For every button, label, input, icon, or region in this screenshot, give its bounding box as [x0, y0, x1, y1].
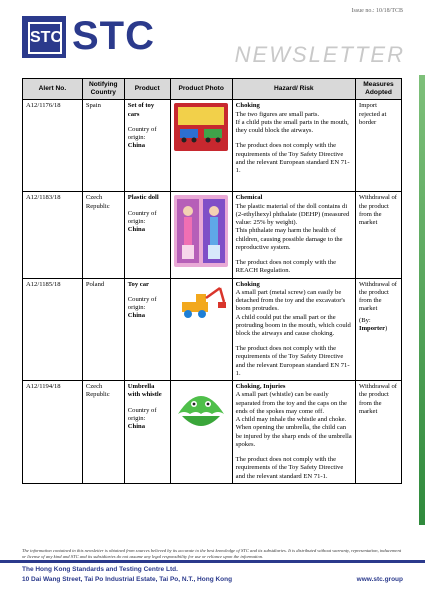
col-product-photo: Product Photo — [170, 79, 232, 100]
table-row — [23, 381, 402, 484]
origin-value: China — [127, 423, 145, 431]
photo-cell — [170, 381, 232, 484]
table-row — [23, 278, 402, 381]
toy-cars-photo — [174, 103, 228, 151]
hazard-line: If a child puts the small parts in the mouth, they could block the airways. — [235, 118, 349, 135]
toy-car-photo — [174, 282, 228, 322]
hazard-cell — [232, 100, 355, 192]
hazard-line: A child could put the small part or the protruding boom in the mouth, which could block the airways and cause choking. — [235, 313, 351, 337]
company-address: 10 Dai Wang Street, Tai Po Industrial Estate, Tai Po, N.T., Hong Kong — [22, 576, 233, 583]
hazard-line: The product does not comply with the requirements of the Toy Safety Directive and the relevant European standard EN 71-1. — [235, 142, 350, 175]
hazard-line: The two figures are small parts. — [235, 110, 320, 118]
measures-text: Import rejected at border — [359, 102, 387, 126]
product-cell — [124, 278, 170, 381]
newsletter-header — [0, 0, 425, 78]
footer-divider — [0, 560, 425, 563]
hazard-line: A small part (whistle) can be easily separated from the toy and the caps on the ends of the spokes may come off. — [235, 391, 347, 415]
alerts-table — [22, 78, 402, 484]
hazard-cell — [232, 381, 355, 484]
origin-value: China — [127, 312, 145, 320]
issue-number: Issue no.: 10/18/TCB — [351, 8, 403, 14]
col-alert-no: Alert No. — [23, 79, 83, 100]
hazard-line: The product does not comply with the REACH Regulation. — [235, 259, 336, 275]
measures-cell — [356, 100, 402, 192]
origin-label: Country of origin: — [127, 406, 157, 422]
product-cell — [124, 192, 170, 278]
hazard-line: When opening the umbrella, the child can be injured by the sharp ends of the umbrella spokes. — [235, 424, 352, 448]
alert-no-cell: A12/1194/18 — [23, 381, 83, 484]
photo-cell — [170, 278, 232, 381]
company-name: The Hong Kong Standards and Testing Centre Ltd. — [22, 566, 178, 573]
country-cell: Czech Republic — [82, 192, 124, 278]
hazard-cell — [232, 278, 355, 381]
stc-logo-text: STC — [72, 14, 155, 58]
origin-value: China — [127, 226, 145, 234]
alert-no-cell: A12/1185/18 — [23, 278, 83, 381]
measures-cell — [356, 192, 402, 278]
hazard-line: The product does not comply with the requirements of the Toy Safety Directive and the relevant European standard EN 71-1. — [235, 345, 350, 377]
newsletter-title: NEWSLETTER — [234, 42, 405, 67]
product-cell — [124, 381, 170, 484]
country-cell: Czech Republic — [82, 381, 124, 484]
origin-label: Country of origin: — [127, 125, 157, 142]
photo-cell — [170, 192, 232, 278]
product-name: Umbrella with whistle — [127, 383, 162, 399]
plastic-doll-photo — [174, 195, 228, 267]
hazard-cell — [232, 192, 355, 278]
measures-text: Withdrawal of the product from the market — [359, 194, 398, 227]
website-link[interactable]: www.stc.group — [356, 576, 403, 583]
product-name: Toy car — [127, 280, 149, 288]
umbrella-photo — [174, 384, 228, 440]
product-name: Set of toy cars — [127, 102, 155, 118]
disclaimer: The information contained in this newsletter is obtained from sources believed by its accurate to the best knowledge of STC and its subsidiaries. It is distributed without warranty, representation, inducement or license of any kind and STC and its subsidiaries do not assume any legal responsibility for use or reliance upon the information. — [22, 548, 402, 559]
col-product: Product — [124, 79, 170, 100]
hazard-line: A child may inhale the whistle and choke. — [235, 416, 347, 424]
measures-text: Withdrawal of the product from the market — [359, 383, 398, 415]
product-cell — [124, 100, 170, 192]
product-name: Plastic doll — [127, 194, 159, 202]
country-cell: Spain — [82, 100, 124, 192]
hazard-title: Choking — [235, 280, 260, 288]
hazard-line: The product does not comply with the requirements of the Toy Safety Directive and the relevant standard EN 71-1. — [235, 456, 344, 480]
hazard-line: This phthalate may harm the health of children, causing possible damage to the reproductive system. — [235, 227, 343, 251]
col-measures-adopted: Measures Adopted — [356, 79, 402, 100]
hazard-line: A small part (metal screw) can easily be detached from the toy and the excavator's boom protrudes. — [235, 288, 346, 313]
hazard-title: Chemical — [235, 194, 263, 202]
origin-value: China — [127, 142, 145, 150]
measures-cell — [356, 381, 402, 484]
table-header-row — [23, 79, 402, 100]
measures-cell — [356, 278, 402, 381]
logo-mark-text: STC — [28, 22, 62, 54]
alert-no-cell: A12/1183/18 — [23, 192, 83, 278]
hazard-title: Choking, Injuries — [235, 383, 286, 391]
side-accent-bar — [419, 75, 425, 525]
alert-no-cell: A12/1176/18 — [23, 100, 83, 192]
hazard-title: Choking — [235, 102, 260, 110]
stc-logo-mark — [22, 16, 66, 58]
country-cell: Poland — [82, 278, 124, 381]
photo-cell — [170, 100, 232, 192]
origin-label: Country of origin: — [127, 209, 157, 225]
col-hazard-risk: Hazard/ Risk — [232, 79, 355, 100]
col-notifying-country: Notifying Country — [82, 79, 124, 100]
table-row — [23, 192, 402, 278]
measures-text: Withdrawal of the product from the market — [359, 280, 398, 313]
measures-by: (By: Importer) — [359, 316, 388, 332]
table-row — [23, 100, 402, 192]
hazard-line: The plastic material of the doll contains di (2-ethylhexyl phthalate (DEHP) (measured value: 25% by weight). — [235, 202, 350, 227]
origin-label: Country of origin: — [127, 295, 157, 312]
